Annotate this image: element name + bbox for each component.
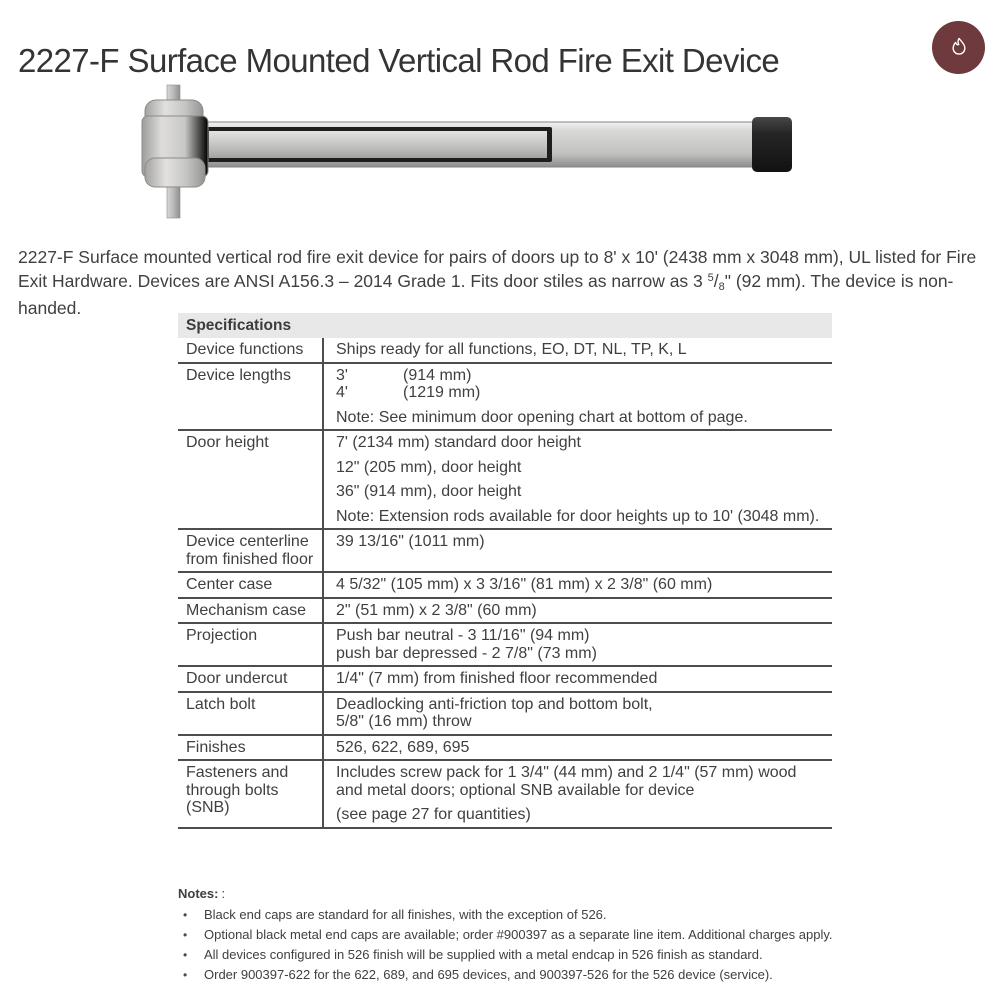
spec-row-value [324,530,832,571]
exit-device-illustration [112,83,802,225]
spec-row-value [324,693,832,734]
center-case-bottom-cap [145,158,205,187]
spec-rows [178,338,832,829]
spec-row-value [324,761,832,827]
spec-row-value [324,364,832,430]
intro-text-2: " (92 mm). The device is non-handed. [18,271,954,318]
spec-value-measure: 4' [336,384,348,401]
spec-value-line: 1/4" (7 mm) from finished floor recommended [336,670,658,687]
spec-row [178,624,832,667]
spec-value-line: Includes screw pack for 1 3/4" (44 mm) and 2 1/4" (57 mm) wood and metal doors; optional SNB available for device [336,764,797,799]
spec-value-line: 39 13/16" (1011 mm) [336,533,485,550]
spec-value-line: 5/8" (16 mm) throw [336,713,472,730]
spec-row [178,338,832,364]
spec-row [178,364,832,432]
spec-row [178,736,832,762]
spec-value-line [336,367,820,385]
spec-row-value [324,624,832,665]
notes-label: Notes: [178,886,219,901]
spec-row-value [324,573,832,597]
spec-row [178,667,832,693]
note-text: Optional black metal end caps are available; order #900397 as a separate line item. Additional charges apply. [204,927,833,942]
spec-value-line: (see page 27 for quantities) [336,806,531,823]
notes-label-suffix: : [221,886,226,901]
spec-row-label: Finishes [178,736,324,760]
spec-row-value [324,431,832,528]
note-text: Black end caps are standard for all finishes, with the exception of 526. [204,907,607,922]
spec-row [178,431,832,530]
spec-value-metric: (914 mm) [403,366,472,384]
spec-value-line: 36" (914 mm), door height [336,483,522,500]
bullet-icon: • [183,908,188,922]
spec-table [178,313,832,829]
spec-row-label: Door undercut [178,667,324,691]
spec-value-line [336,384,820,402]
spec-value-line: 12" (205 mm), door height [336,458,522,476]
spec-row-label: Device functions [178,338,324,362]
spec-row-label: Mechanism case [178,599,324,623]
push-pad [209,131,547,158]
spec-table-header: Specifications [178,313,832,338]
spec-row-value [324,599,832,623]
spec-row [178,573,832,599]
page-title: 2227-F Surface Mounted Vertical Rod Fire Exit Device [18,42,780,80]
spec-row [178,761,832,829]
spec-row [178,530,832,573]
spec-value-line: push bar depressed - 2 7/8" (73 mm) [336,644,597,662]
flame-icon [946,35,972,61]
end-cap [752,117,792,172]
bullet-icon: • [183,948,188,962]
note-item [178,967,926,983]
spec-value-line: Note: Extension rods available for door heights up to 10' (3048 mm). [336,507,820,525]
fire-icon [932,21,985,74]
spec-row-value [324,736,832,760]
note-item [178,907,926,923]
spec-row-label: Door height [178,431,324,528]
spec-value-measure: 3' [336,366,348,384]
spec-row-label: Device lengths [178,364,324,430]
spec-row-value [324,338,832,362]
spec-row [178,599,832,625]
intro-paragraph [18,245,990,321]
spec-row-label: Center case [178,573,324,597]
spec-row-label: Latch bolt [178,693,324,734]
note-text: All devices configured in 526 finish will be supplied with a metal endcap in 526 finish as standard. [204,947,763,962]
note-item [178,947,926,963]
bullet-icon: • [183,968,188,982]
fraction-slash: / [713,271,719,292]
spec-value-line: 2" (51 mm) x 2 3/8" (60 mm) [336,601,537,619]
spec-row-label: Device centerline from finished floor [178,530,324,571]
spec-value-line: Deadlocking anti-friction top and bottom bolt, [336,695,653,713]
spec-value-line: 4 5/32" (105 mm) x 3 3/16" (81 mm) x 2 3/8" (60 mm) [336,576,713,593]
notes-list [178,907,926,983]
spec-value-line: 7' (2134 mm) standard door height [336,434,581,451]
spec-row-label: Fasteners and through bolts (SNB) [178,761,324,827]
spec-row-label: Projection [178,624,324,665]
spec-value-line: Push bar neutral - 3 11/16" (94 mm) [336,627,590,644]
spec-value-line: 526, 622, 689, 695 [336,738,470,756]
fraction-denominator: 8 [718,281,725,294]
spec-value-line: Ships ready for all functions, EO, DT, NL, TP, K, L [336,341,687,358]
fraction-numerator: 5 [707,272,714,285]
product-image [112,83,802,225]
spec-value-line: Note: See minimum door opening chart at bottom of page. [336,408,748,426]
note-item [178,927,926,943]
note-text: Order 900397-622 for the 622, 689, and 695 devices, and 900397-526 for the 526 device (service). [204,967,773,982]
spec-value-metric: (1219 mm) [403,384,481,401]
spec-row-value [324,667,832,691]
spec-row [178,693,832,736]
notes-title [178,886,926,902]
notes-section [178,886,926,987]
bullet-icon: • [183,928,188,942]
intro-text-1: 2227-F Surface mounted vertical rod fire exit device for pairs of doors up to 8' x 10' (2438 mm x 3048 mm), UL listed for Fire Exit Hardware. Devices are ANSI A156.3 – 2014 Grade 1. Fits door stiles as narrow as 3 [18,246,977,292]
